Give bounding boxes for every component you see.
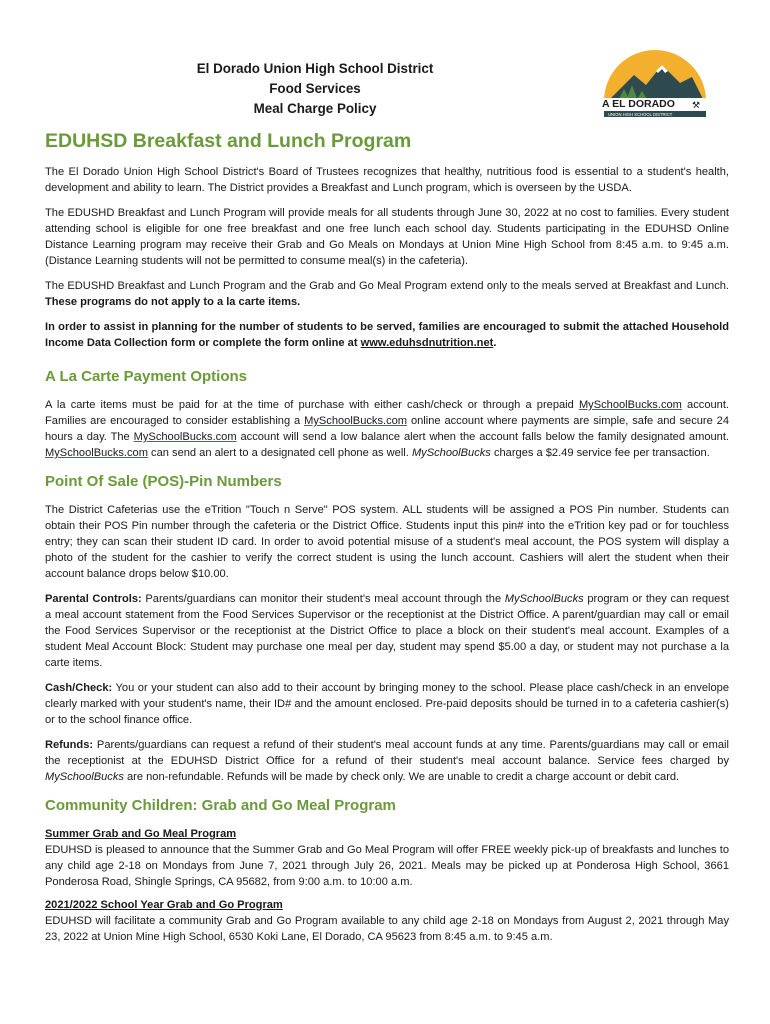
document-header (0, 59, 630, 119)
myschoolbucks-link[interactable]: MySchoolBucks.com (304, 415, 408, 427)
pickaxe-icon: ⚒ (692, 101, 701, 111)
refunds-paragraph: Refunds: Parents/guardians can request a refund of their student's meal account funds at any time. Parents/guardians may call or email the receptionist at the EDUHSD District Office for a refund of their student's meal account balance. Service fees charged by MySchoolBucks are non-refundable. Refunds will be made by check only. We are unable to credit a charge account or debit card. (45, 739, 729, 783)
document-body (45, 128, 729, 952)
pos-paragraph: The District Cafeterias use the eTrition "Touch n Serve" POS system. ALL students will be assigned a POS Pin number. Students can obtain their POS Pin number through the cafeteria or the District Office. Students input this pin# into the eTrition key pad or for touchless entry; they can scan their student ID card. In order to avoid potential misuse of a student's meal account, the POS system will display a photo of the student for the cashier to verify the correct student is using the lunch account. Cashiers will alert the student when their account balance drops below $10.00. (45, 504, 729, 580)
a-la-carte-heading: A La Carte Payment Options (45, 368, 247, 385)
intro-paragraph-1: The El Dorado Union High School District's Board of Trustees recognizes that healthy, nutritious food is essential to a student's health, development and ability to learn. The District provides a Breakfast and Lunch program, which is overseen by the USDA. (45, 166, 729, 194)
myschoolbucks-link[interactable]: MySchoolBucks.com (45, 447, 148, 459)
intro-paragraph-3: The EDUSHD Breakfast and Lunch Program and the Grab and Go Meal Program extend only to the meals served at Breakfast and Lunch. These programs do not apply to a la carte items. (45, 280, 729, 308)
myschoolbucks-link[interactable]: MySchoolBucks.com (133, 431, 237, 443)
page-title: EDUHSD Breakfast and Lunch Program (45, 130, 412, 152)
logo-text: A EL DORADO (602, 98, 675, 110)
nutrition-website-link[interactable]: www.eduhsdnutrition.net (360, 337, 494, 349)
community-heading: Community Children: Grab and Go Meal Program (45, 797, 396, 814)
school-year-program-title: 2021/2022 School Year Grab and Go Program (45, 899, 283, 911)
el-dorado-logo (596, 45, 714, 125)
summer-program-title: Summer Grab and Go Meal Program (45, 828, 237, 840)
a-la-carte-exclusion: These programs do not apply to a la carte items. (45, 296, 301, 308)
logo-subtext: UNION HIGH SCHOOL DISTRICT (608, 112, 673, 117)
myschoolbucks-link[interactable]: MySchoolBucks.com (578, 399, 682, 411)
intro-paragraph-4: In order to assist in planning for the number of students to be served, families are encouraged to submit the attached Household Income Data Collection form or complete the form online at www.eduhsdnutrition.net. (45, 321, 729, 349)
cash-check-paragraph: Cash/Check: You or your student can also add to their account by bringing money to the school. Please place cash/check in an envelope clearly marked with your student's name, their ID# and the amount enclosed. Pre-paid deposits should be turned in to a cafeteria cashier(s) or to the school finance office. (45, 682, 729, 726)
policy-name: Meal Charge Policy (253, 101, 377, 116)
summer-program-paragraph: Summer Grab and Go Meal Program EDUHSD is pleased to announce that the Summer Grab and Go Meal Program will offer FREE weekly pick-up of breakfasts and lunches to any child age 2-18 on Mondays from June 7, 2021 through July 26, 2021. Meals may be picked up at Ponderosa High School, 3661 Ponderosa Road, Shingle Springs, CA 95682, from 9:00 a.m. to 10:00 a.m. (45, 828, 729, 888)
parental-controls-paragraph: Parental Controls: Parents/guardians can monitor their student's meal account through the MySchoolBucks program or they can request a meal account statement from the Food Services Supervisor or the receptionist at the District Office. A parent/guardian may call or email the Food Services Supervisor or the receptionist at the District Office to place a block on their student's meal account. Examples of a student Meal Account Block: Student may purchase one meal per day, student may spend $5.00 a day, or student may not purchase a la carte items. (45, 593, 729, 669)
department-name: Food Services (269, 81, 361, 96)
district-name: El Dorado Union High School District (196, 61, 434, 76)
intro-paragraph-2: The EDUSHD Breakfast and Lunch Program will provide meals for all students through June 30, 2022 at no cost to families. Every student attending school is eligible for one free breakfast and one free lunch each school day. Students participating in the EDUHSD Online Distance Learning program may receive their Grab and Go Meals on Mondays at Union Mine High School from 8:45 a.m. to 9:45 a.m. (Distance Learning students will not be permitted to consume meal(s) in the cafeteria). (45, 207, 729, 267)
school-year-program-paragraph: 2021/2022 School Year Grab and Go Program EDUHSD will facilitate a community Grab and Go Program available to any child age 2-18 on Mondays from August 2, 2021 through May 23, 2022 at Union Mine High School, 6530 Koki Lane, El Dorado, CA 95623 from 8:45 a.m. to 9:45 a.m. (45, 899, 729, 943)
a-la-carte-paragraph: A la carte items must be paid for at the time of purchase with either cash/check or through a prepaid MySchoolBucks.com account. Families are encouraged to consider establishing a MySchoolBucks.com online account where payments are simple, safe and secure 24 hours a day. The MySchoolBucks.com account will send a low balance alert when the account falls below the family designated amount. MySchoolBucks.com can send an alert to a designated cell phone as well. MySchoolBucks charges a $2.49 service fee per transaction. (45, 399, 729, 459)
pos-heading: Point Of Sale (POS)-Pin Numbers (45, 473, 282, 490)
